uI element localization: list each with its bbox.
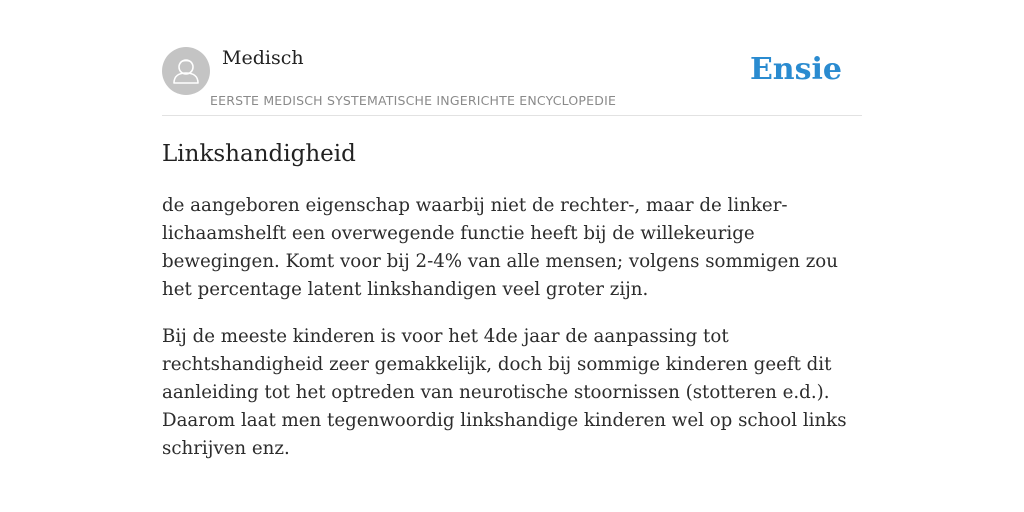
article-body	[162, 192, 862, 482]
header	[162, 46, 862, 116]
user-icon	[162, 47, 210, 95]
article-paragraph: Bij de meeste kinderen is voor het 4de jaar de aanpassing tot rechtshandigheid zeer gemakkelijk, doch bij sommige kinderen geeft dit aanleiding tot het optreden van neurotische stoornissen (stotteren e.d.). Daarom laat men tegenwoordig linkshandige kinderen wel op school links schrijven enz.	[162, 326, 847, 459]
article-title: Linkshandigheid	[162, 141, 356, 167]
tagline: EERSTE MEDISCH SYSTEMATISCHE INGERICHTE ENCYCLOPEDIE	[210, 93, 617, 108]
brand-logo[interactable]: Ensie	[749, 52, 842, 87]
article-paragraph: de aangeboren eigenschap waarbij niet de rechter-, maar de linker-lichaamshelft een overwegende functie heeft bij de willekeurige bewegingen. Komt voor bij 2-4% van alle mensen; volgens sommigen zou het percentage latent linkshandigen veel groter zijn.	[162, 195, 838, 300]
avatar[interactable]	[162, 47, 210, 95]
source-name[interactable]: Medisch	[222, 47, 304, 69]
